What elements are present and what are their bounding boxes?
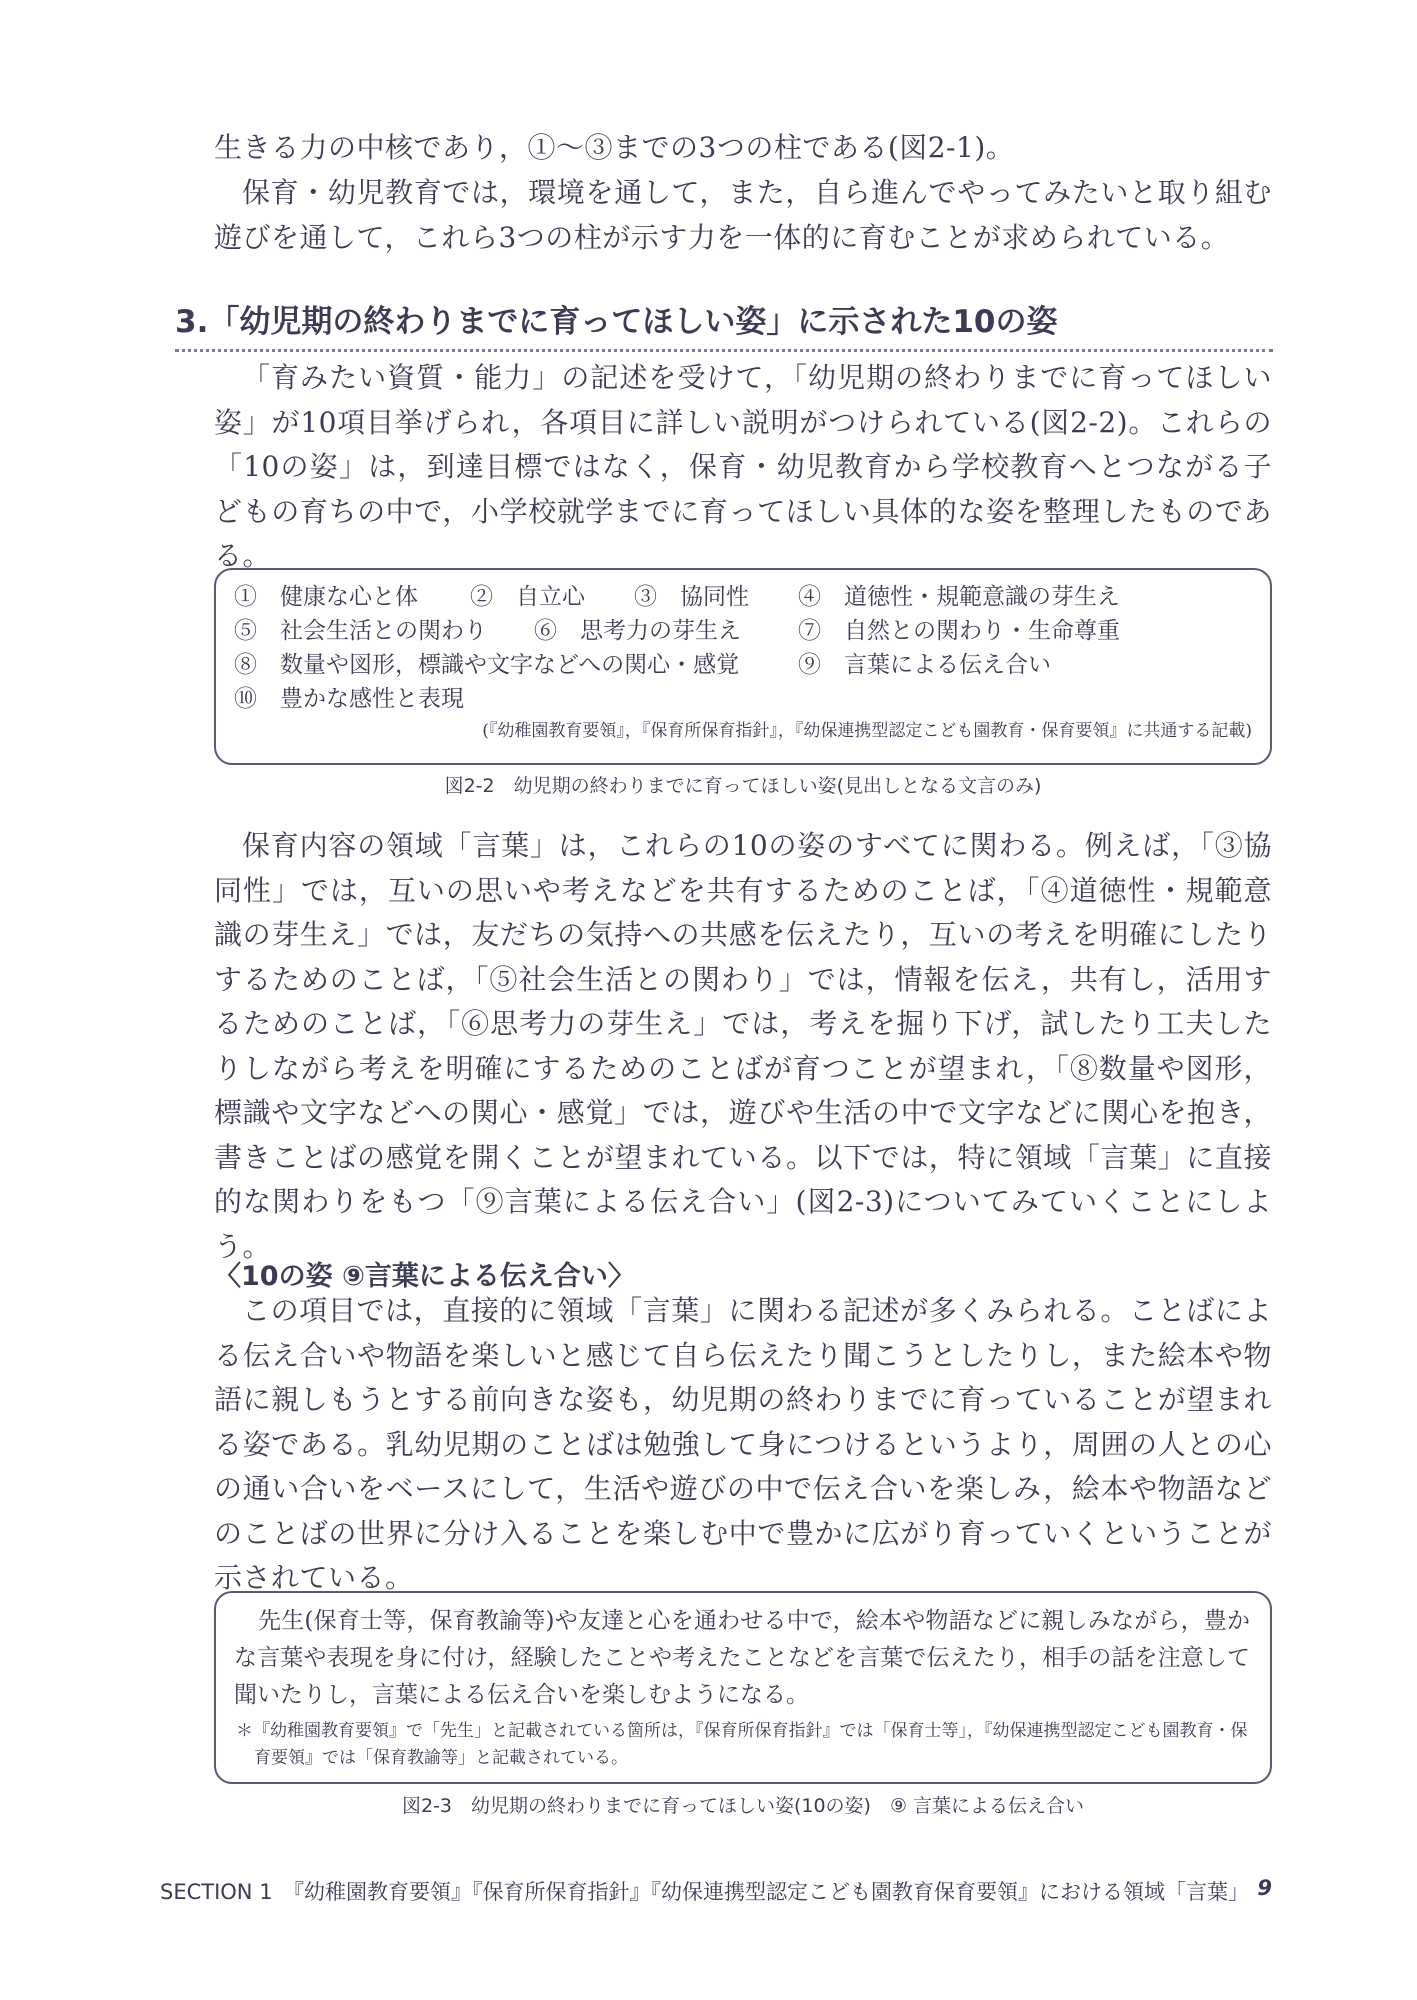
figure-row-2 <box>234 614 1252 648</box>
figure-item: ⑥ 思考力の芽生え <box>534 618 741 644</box>
intro-paragraph-2: 保育・幼児教育では，環境を通して，また，自ら進んでやってみたいと取り組む遊びを通して，これら3つの柱が示す力を一体的に育むことが求められている。 <box>214 176 1272 254</box>
intro-paragraph-1: 生きる力の中核であり，①～③までの3つの柱である(図2-1)。 <box>214 131 1015 164</box>
figure-2-2-box <box>214 568 1272 765</box>
figure-item: ③ 協同性 <box>634 584 749 610</box>
figure-2-3-caption: 図2-3 幼児期の終わりまでに育ってほしい姿(10の姿) ⑨ 言葉による伝え合い <box>401 1795 1085 1817</box>
section-heading: 3.「幼児期の終わりまでに育ってほしい姿」に示された10の姿 <box>175 296 1273 352</box>
page-footer <box>160 1876 1272 1906</box>
subsection-paragraph: この項目では，直接的に領域「言葉」に関わる記述が多くみられる。ことばによる伝え合いや物語を楽しいと感じて自ら伝えたり聞こうとしたりし，また絵本や物語に親しもうとする前向きな姿も，幼児期の終わりまでに育っていることが望まれる姿である。乳幼児期のことばは勉強して身につけるというより，周囲の人との心の通い合いをベースにして，生活や遊びの中で伝え合いを楽しみ，絵本や物語などのことばの世界に分け入ることを楽しむ中で豊かに広がり育っていくということが示されている。 <box>214 1294 1272 1594</box>
figure-item: ⑦ 自然との関わり・生命尊重 <box>798 618 1120 644</box>
subsection-heading: 〈10の姿 ⑨言葉による伝え合い〉 <box>214 1261 635 1292</box>
figure-row-3 <box>234 648 1252 682</box>
figure-item: ⑧ 数量や図形，標識や文字などへの関心・感覚 <box>234 652 740 678</box>
figure-item: ⑨ 言葉による伝え合い <box>798 652 1051 678</box>
figure-source-note: (『幼稚園教育要領』，『保育所保育指針』，『幼保連携型認定こども園教育・保育要領』に共通する記載) <box>482 721 1252 741</box>
figure-item: ⑤ 社会生活との関わり <box>234 618 487 644</box>
figure-row-4 <box>234 682 1252 716</box>
body-paragraph-2: 保育内容の領域「言葉」は，これらの10の姿のすべてに関わる。例えば，「③協同性」では，互いの思いや考えなどを共有するためのことば，「④道徳性・規範意識の芽生え」では，友だちの気持への共感を伝えたり，互いの考えを明確にしたりするためのことば，「⑤社会生活との関わり」では，情報を伝え，共有し，活用するためのことば，「⑥思考力の芽生え」では，考えを掘り下げ，試したり工夫したりしながら考えを明確にするためのことばが育つことが望まれ，「⑧数量や図形，標識や文字などへの関心・感覚」では，遊びや生活の中で文字などに関心を抱き，書きことばの感覚を開くことが望まれている。以下では，特に領域「言葉」に直接的な関わりをもつ「⑨言葉による伝え合い」(図2-3)についてみていくことにしよう。 <box>214 829 1272 1263</box>
figure-item: ⑩ 豊かな感性と表現 <box>234 686 464 712</box>
figure-2-3-box <box>214 1591 1272 1784</box>
figure-2-3-body: 先生(保育士等，保育教諭等)や友達と心を通わせる中で，絵本や物語などに親しみながら，豊かな言葉や表現を身に付け，経験したことや考えたことなどを言葉で伝えたり，相手の話を注意して聞いたりし，言葉による伝え合いを楽しむようになる。 <box>234 1608 1250 1708</box>
figure-row-1 <box>234 580 1252 614</box>
footer-section-title: SECTION 1 『幼稚園教育要領』『保育所保育指針』『幼保連携型認定こども園教育保育要領』における領域「言葉」 <box>160 1880 1250 1904</box>
section-paragraph-1: 「育みたい資質・能力」の記述を受けて，「幼児期の終わりまでに育ってほしい姿」が10項目挙げられ，各項目に詳しい説明がつけられている(図2-2)。これらの「10の姿」は，到達目標ではなく，保育・幼児教育から学校教育へとつながる子どもの育ちの中で，小学校就学までに育ってほしい具体的な姿を整理したものである。 <box>214 361 1272 572</box>
figure-2-2-caption: 図2-2 幼児期の終わりまでに育ってほしい姿(見出しとなる文言のみ) <box>444 775 1042 797</box>
figure-item: ① 健康な心と体 <box>234 584 418 610</box>
figure-2-3-note: ＊『幼稚園教育要領』で「先生」と記載されている箇所は，『保育所保育指針』では「保育士等」，『幼保連携型認定こども園教育・保育要領』では「保育教諭等」と記載されている。 <box>236 1721 1248 1768</box>
figure-item: ② 自立心 <box>470 584 585 610</box>
page-number: 9 <box>1257 1876 1272 1900</box>
figure-item: ④ 道徳性・規範意識の芽生え <box>798 584 1120 610</box>
